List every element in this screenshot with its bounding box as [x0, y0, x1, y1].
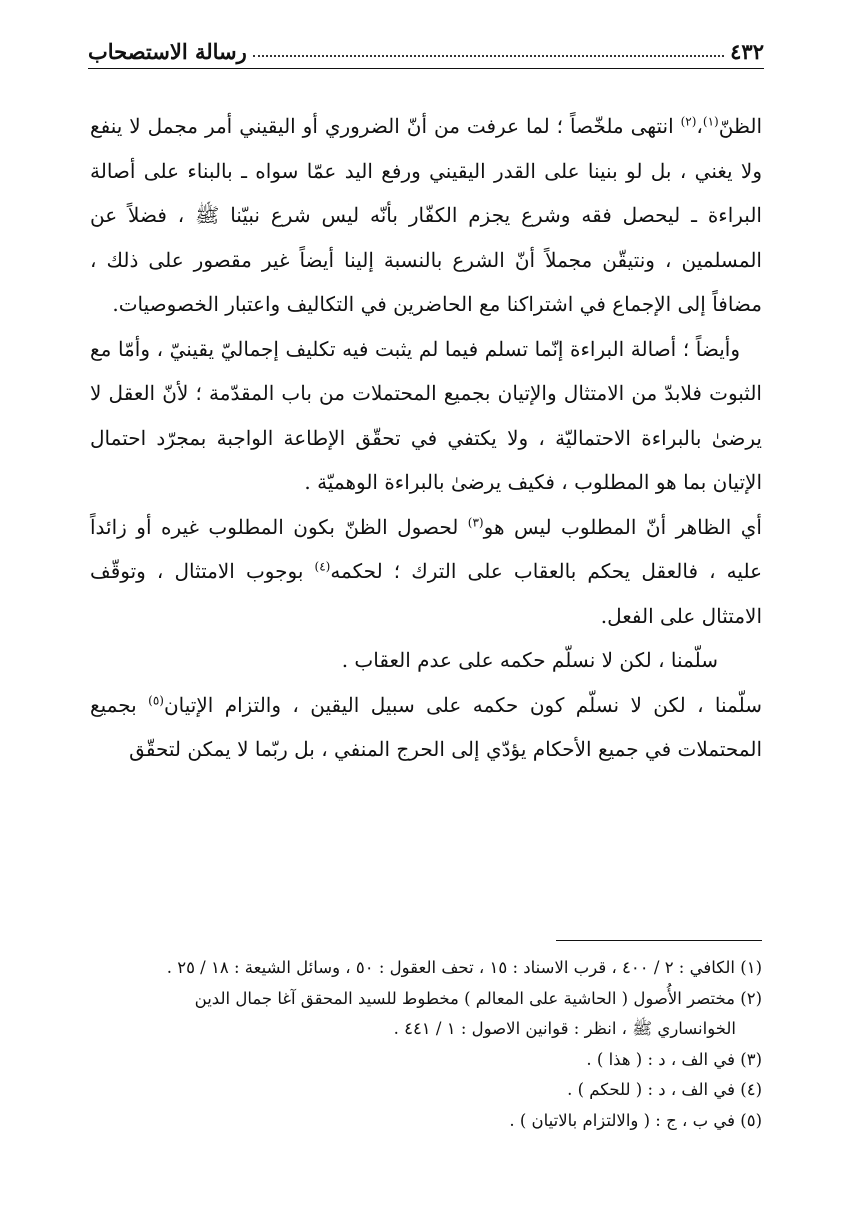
paragraph-text: بجميع المحتملات في جميع الأحكام يؤدّي إلى الحرج المنفي ، بل ربّما لا يمكن لتحقّق — [90, 692, 762, 761]
paragraph-1 — [90, 104, 762, 327]
footnote-1: (١) الكافي : ٢ / ٤٠٠ ، قرب الاسناد : ١٥ ، تحف العقول : ٥٠ ، وسائل الشيعة : ١٨ / ٢٥ . — [166, 958, 762, 977]
footnote-ref-3: (٣) — [467, 514, 484, 529]
footnote-ref-4: (٤) — [314, 559, 331, 574]
paragraph-4: سلّمنا ، لكن لا نسلّم حكمه على عدم العقاب . — [341, 648, 718, 672]
footnote-ref-5: (٥) — [148, 692, 164, 707]
footnote-2: (٢) مختصر الأُصول ( الحاشية على المعالم ) مخطوط للسيد المحقق آغا جمال الدين — [194, 988, 762, 1008]
paragraph-text: الظنّ — [718, 114, 762, 138]
header-leader-dots — [253, 54, 724, 57]
footnote-5: (٥) في ب ، ج : ( والالتزام بالاتيان ) . — [509, 1110, 762, 1130]
footnote-3: (٣) في الف ، د : ( هذا ) . — [586, 1049, 762, 1069]
running-header — [88, 34, 764, 69]
paragraph-text: انتهى ملخّصاً ؛ لما عرفت من أنّ الضروري أو اليقيني أمر مجمل لا ينفع ولا يغني ، بل لو بنينا على القدر اليقيني ورفع اليد عمّا سواه ـ بالبناء على أصالة البراءة ـ ليحصل فقه وشرع يجزم الكفّار بأنّه ليس شرع نبيّنا ﷺ ، فضلاً عن المسلمين ، ونتيقّن مجملاً أنّ الشرع بالنسبة إلينا أيضاً غير مقصور على ذلك ، مضافاً إلى الإجماع في اشتراكنا مع الحاضرين في التكاليف واعتبار الخصوصيات. — [90, 114, 762, 316]
footnote-4: (٤) في الف ، د : ( للحكم ) . — [567, 1080, 762, 1099]
paragraph-text: ، — [696, 114, 703, 138]
main-text — [90, 104, 762, 772]
footnote-separator — [556, 940, 762, 941]
paragraph-text: سلّمنا ، لكن لا نسلّم كون حكمه على سبيل اليقين ، والتزام الإتيان — [163, 692, 762, 717]
footnote-2-continuation: الخوانساري ﷺ ، انظر : قوانين الاصول : ١ / ٤٤١ . — [393, 1019, 736, 1038]
page-number: ٤٣٢ — [730, 39, 764, 64]
paragraph-text: أي الظاهر أنّ المطلوب ليس هو — [483, 514, 762, 539]
paragraph-text: بوجوب الامتثال ، وتوقّف الامتثال على الفعل. — [90, 559, 762, 628]
paragraph-5 — [90, 683, 762, 772]
paragraph-3 — [90, 505, 762, 639]
paragraph-text: لحصول الظنّ بكون المطلوب غيره أو زائداً عليه ، فالعقل يحكم بالعقاب على الترك ؛ لحكمه — [90, 514, 762, 583]
footnotes — [90, 953, 762, 1136]
running-title: رسالة الاستصحاب — [88, 39, 247, 64]
footnote-ref-1: (١) — [702, 114, 719, 129]
paragraph-2: وأيضاً ؛ أصالة البراءة إنّما تسلم فيما لم يثبت فيه تكليف إجماليّ يقينيّ ، وأمّا مع الثبوت فلابدّ من الامتثال والإتيان بجميع المحتملات من باب المقدّمة ؛ لأنّ العقل لا يرضىٰ بالبراءة الاحتماليّة ، ولا يكتفي في تحقّق الإطاعة الواجبة بمجرّد احتمال الإتيان بما هو المطلوب ، فكيف يرضىٰ بالبراءة الوهميّة . — [90, 336, 762, 494]
footnote-ref-2: (٢) — [680, 114, 697, 129]
